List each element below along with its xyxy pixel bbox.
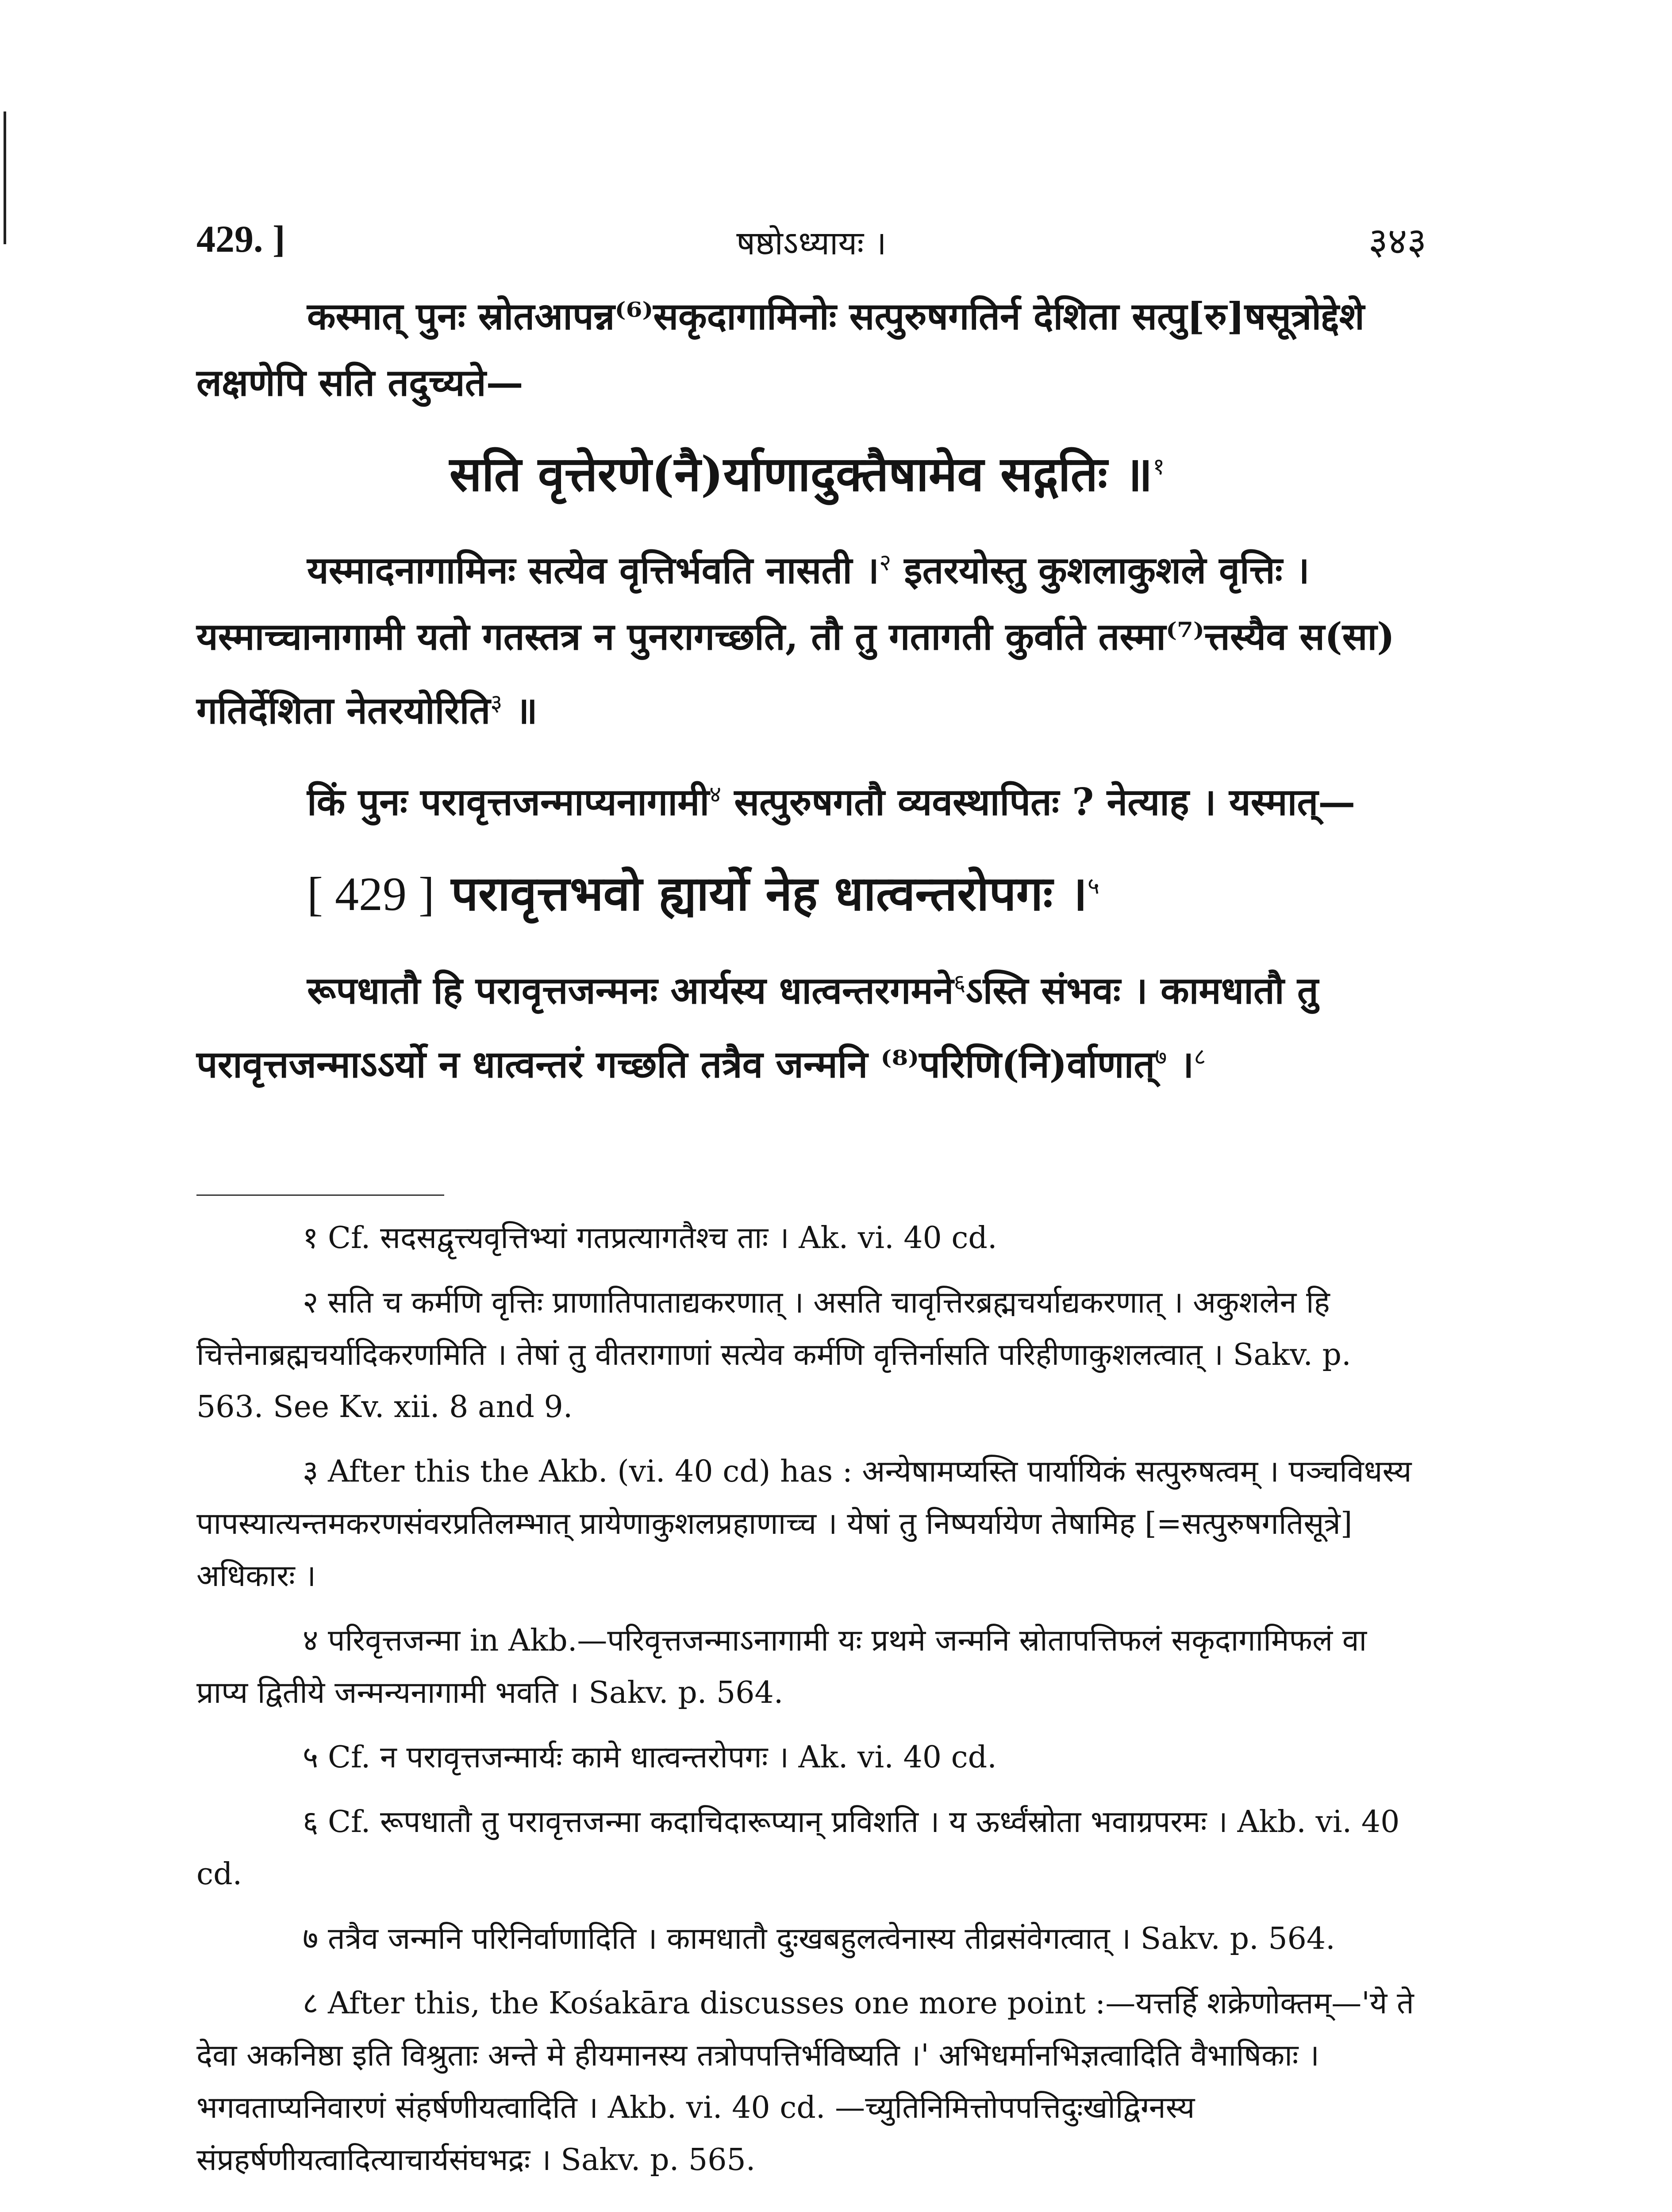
footnote-mark: १ [303, 1221, 319, 1256]
verse-reference: 429. ] [196, 218, 285, 260]
footnote-mark: २ [303, 1285, 319, 1320]
footnote-ref-3: ३ [490, 690, 503, 716]
paragraph-2-part-b: इतरयोस्तु कुशलाकुशले वृत्तिः । यस्माच्चानागामी यतो गतस्तत्र न पुनरागच्छति, तौ तु गतागती कुर्वाते तस्मा⁽⁷⁾त्तस्यैव स(सा) गतिर्देशिता नेतरयोरिति [196, 548, 1395, 732]
footnote-ref-1: १ [1153, 453, 1165, 480]
paragraph-2-part-a: यस्मादनागामिनः सत्येव वृत्तिर्भवति नासती । [307, 548, 880, 592]
paragraph-4 [196, 950, 1418, 1098]
footnotes [196, 1212, 1418, 2199]
verse-2-text: परावृत्तभवो ह्यार्यो नेह धात्वन्तरोपगः । [434, 866, 1088, 922]
footnote [196, 1796, 1418, 1901]
footnote-mark: ६ [303, 1805, 319, 1839]
paragraph-4-part-a: रूपधातौ हि परावृत्तजन्मनः आर्यस्य धात्वन्तरगमने [307, 968, 954, 1012]
footnote-mark: ३ [303, 1454, 319, 1489]
chapter-title: षष्ठोऽध्यायः । [736, 224, 887, 262]
footnote-mark: ७ [303, 1921, 319, 1956]
paragraph-4-part-b: ऽस्ति संभवः । कामधातौ तु परावृत्तजन्माऽऽर्यो न धात्वन्तरं गच्छति तत्रैव जन्मनि ⁽⁸⁾परिणि(नि)र्वाणात् [196, 968, 1318, 1086]
footnote [196, 1277, 1418, 1433]
paragraph-3-part-b: सत्पुरुषगतौ व्यवस्थापितः ? नेत्याह । यस्मात्— [721, 780, 1356, 824]
verse-2 [196, 849, 1418, 932]
footnote-text: After this the Akb. (vi. 40 cd) has : अन्येषामप्यस्ति पार्यायिकं सत्पुरुषत्वम् । पञ्चविधस्य पापस्यात्यन्तमकरणसंवरप्रतिलम्भात् प्रायेणाकुशलप्रहाणाच्च । येषां तु निष्पर्यायेण तेषामिह [=सत्पुरुषगतिसूत्रे] अधिकारः । [196, 1454, 1412, 1594]
footnote [196, 1978, 1418, 2186]
paragraph-4-end: । [1167, 1042, 1194, 1086]
footnote-ref-6: ६ [953, 970, 966, 996]
footnote-text: Cf. न परावृत्तजन्मार्यः कामे धात्वन्तरोपगः । Ak. vi. 40 cd. [328, 1740, 997, 1775]
verse-1 [196, 429, 1418, 512]
footnote-text: सति च कर्मणि वृत्तिः प्राणातिपाताद्यकरणात् । असति चावृत्तिरब्रह्मचर्याद्यकरणात् । अकुशलेन हि चित्तेनाब्रह्मचर्यादिकरणमिति । तेषां तु वीतरागाणां सत्येव कर्मणि वृत्तिर्नासति परिहीणाकुशलत्वात् । Sakv. p. 563. See Kv. xii. 8 and 9. [196, 1285, 1351, 1425]
page-number: ३४३ [1368, 219, 1426, 263]
footnote [196, 1732, 1418, 1784]
paragraph-1: कस्मात् पुनः स्रोतआपन्न⁽⁶⁾सकृदागामिनोः सत्पुरुषगतिर्न देशिता सत्पु[रु]षसूत्रोद्देशे लक्षणेपि सति तदुच्यते— [196, 294, 1365, 404]
footnote [196, 1913, 1418, 1965]
footnote-text: तत्रैव जन्मनि परिनिर्वाणादिति । कामधातौ दुःखबहुलत्वेनास्य तीव्रसंवेगत्वात् । Sakv. p. 564. [328, 1921, 1335, 1956]
paragraph-2-end: ॥ [502, 688, 538, 732]
verse-1-text: सति वृत्तेरणे(नै)र्याणादुक्तैषामेव सद्गतिः ॥ [449, 446, 1153, 502]
footnote-mark: ४ [303, 1623, 319, 1658]
footnote-ref-2: २ [879, 549, 892, 576]
footnote-mark: ८ [303, 1986, 319, 2021]
footnote [196, 1615, 1418, 1719]
footnote-text: परिवृत्तजन्मा in Akb.—परिवृत्तजन्माऽनागामी यः प्रथमे जन्मनि स्रोतापत्तिफलं सकृदागामिफलं वा प्राप्य द्वितीये जन्मन्यनागामी भवति । Sakv. p. 564. [196, 1623, 1367, 1710]
paragraph-3-part-a: किं पुनः परावृत्तजन्माप्यनागामी [307, 780, 710, 824]
footnote-mark: ५ [303, 1740, 319, 1775]
paragraph-2 [196, 530, 1418, 744]
footnote [196, 1446, 1418, 1602]
footnote [196, 1212, 1418, 1264]
footnote-text: Cf. रूपधातौ तु परावृत्तजन्मा कदाचिदारूप्यान् प्रविशति । य ऊर्ध्वंस्रोता भवाग्रपरमः । Akb. vi. 40 cd. [196, 1805, 1400, 1892]
page-edge-mark [4, 111, 6, 244]
footnote-ref-7: ७ [1155, 1044, 1167, 1070]
footnote-ref-4: ४ [709, 781, 722, 808]
footnote-divider [196, 1194, 444, 1196]
footnote-ref-5: ५ [1087, 873, 1099, 899]
verse-2-number: [ 429 ] [307, 868, 434, 921]
main-text [196, 283, 1418, 1098]
footnote-text: After this, the Kośakāra discusses one more point :—यत्तर्हि शक्रेणोक्तम्—'ये ते देवा अकनिष्ठा इति विश्रुताः अन्ते मे हीयमानस्य तत्रोपपत्तिर्भविष्यति ।' अभिधर्मानभिज्ञत्वादिति वैभाषिकाः । भगवताप्यनिवारणं संहर्षणीयत्वादिति । Akb. vi. 40 cd. —च्युतिनिमित्तोपपत्तिदुःखोद्विग्नस्य संप्रहर्षणीयत्वादित्याचार्यसंघभद्रः । Sakv. p. 565. [196, 1986, 1414, 2177]
footnote-ref-8: ८ [1194, 1044, 1206, 1070]
page-header [196, 217, 1426, 279]
footnote-text: Cf. सदसद्वृत्त्यवृत्तिभ्यां गतप्रत्यागतैश्च ताः । Ak. vi. 40 cd. [328, 1221, 997, 1256]
paragraph-3 [196, 761, 1418, 835]
